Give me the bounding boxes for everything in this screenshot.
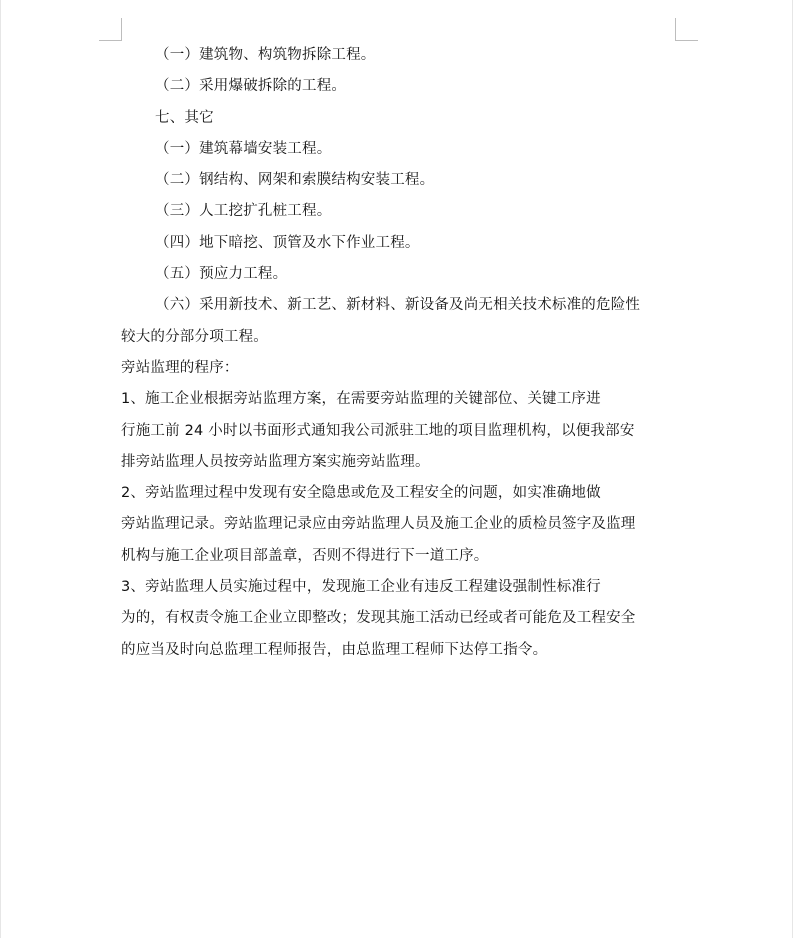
text-line: 2、旁站监理过程中发现有安全隐患或危及工程安全的问题，如实准确地做 bbox=[121, 485, 601, 502]
crop-mark-top-left bbox=[99, 18, 122, 41]
text-line: 旁站监理记录。旁站监理记录应由旁站监理人员及施工企业的质检员签字及监理 bbox=[121, 516, 636, 533]
text-line: （三）人工挖扩孔桩工程。 bbox=[155, 203, 332, 220]
text-line: （五）预应力工程。 bbox=[155, 266, 288, 283]
text-line: 3、旁站监理人员实施过程中，发现施工企业有违反工程建设强制性标准行 bbox=[121, 579, 601, 596]
text-line: 行施工前 24 小时以书面形式通知我公司派驻工地的项目监理机构，以便我部安 bbox=[121, 422, 635, 439]
text-line: （一）建筑物、构筑物拆除工程。 bbox=[155, 47, 376, 63]
section-heading: 七、其它 bbox=[155, 109, 214, 126]
text-line: 较大的分部分项工程。 bbox=[121, 328, 268, 345]
document-body bbox=[121, 40, 681, 666]
crop-mark-top-right bbox=[675, 18, 698, 41]
subsection-heading: 旁站监理的程序： bbox=[121, 359, 239, 376]
text-line: 为的，有权责令施工企业立即整改；发现其施工活动已经或者可能危及工程安全 bbox=[121, 610, 636, 627]
text-line: 机构与施工企业项目部盖章，否则不得进行下一道工序。 bbox=[121, 547, 489, 564]
text-line: （四）地下暗挖、顶管及水下作业工程。 bbox=[155, 234, 420, 251]
text-line: 的应当及时向总监理工程师报告，由总监理工程师下达停工指令。 bbox=[121, 641, 548, 658]
text-line: （二）钢结构、网架和索膜结构安装工程。 bbox=[155, 172, 435, 189]
text-line: （六）采用新技术、新工艺、新材料、新设备及尚无相关技术标准的危险性 bbox=[155, 297, 641, 314]
text-line: 排旁站监理人员按旁站监理方案实施旁站监理。 bbox=[121, 453, 430, 470]
text-line: 1、施工企业根据旁站监理方案，在需要旁站监理的关键部位、关键工序进 bbox=[121, 391, 601, 408]
text-line: （二）采用爆破拆除的工程。 bbox=[155, 78, 347, 95]
text-line: （一）建筑幕墙安装工程。 bbox=[155, 140, 332, 157]
